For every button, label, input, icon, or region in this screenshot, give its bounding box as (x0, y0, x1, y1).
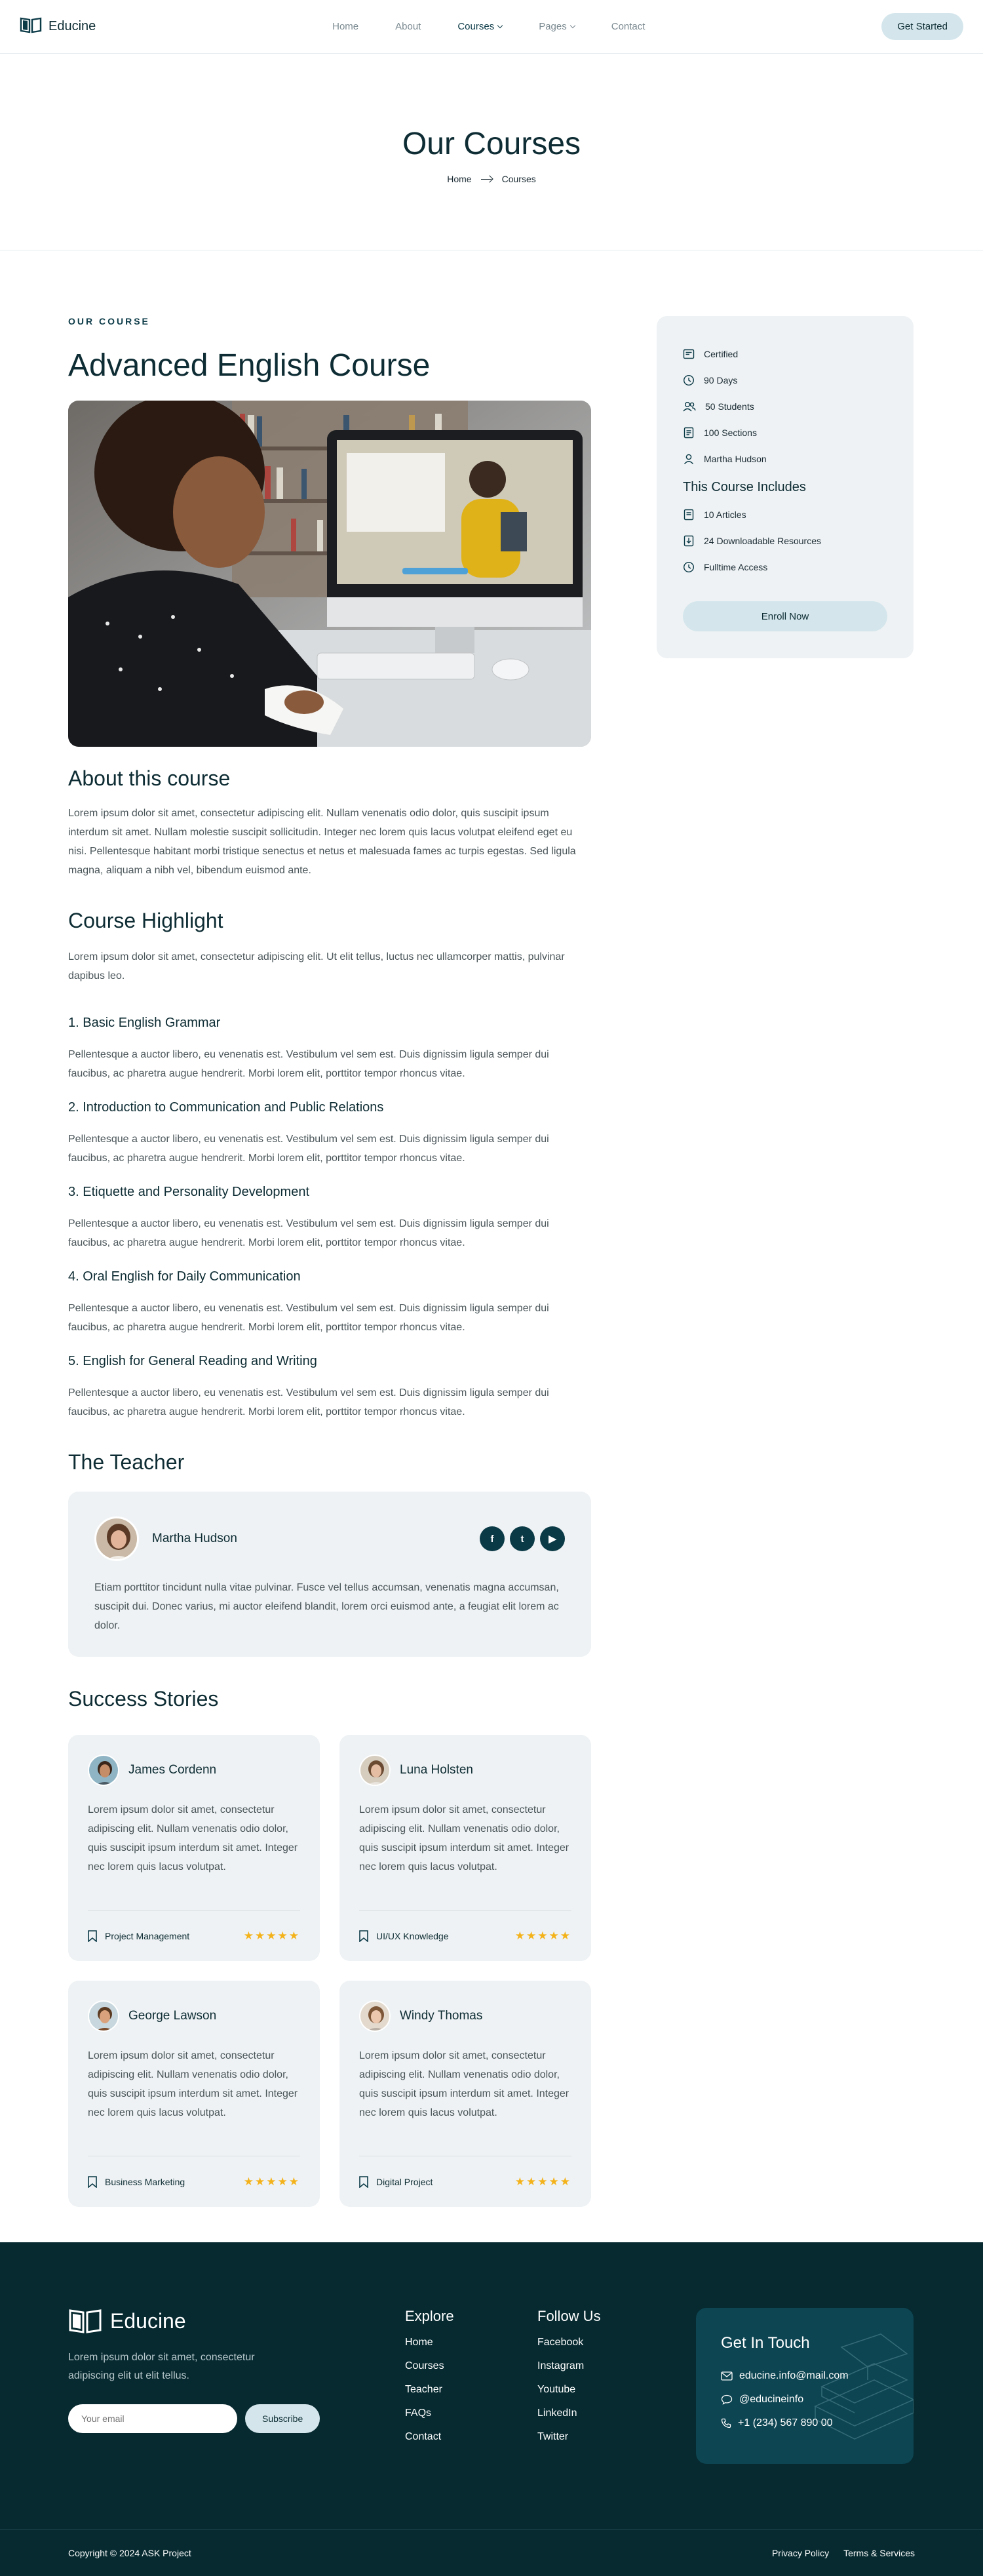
story-tag: Project Management (105, 1930, 190, 1941)
footer-link[interactable]: Twitter (537, 2431, 569, 2442)
avatar (88, 2000, 119, 2032)
include-label: Fulltime Access (704, 562, 768, 572)
teacher-name: Martha Hudson (152, 1532, 237, 1545)
page-hero (0, 54, 983, 250)
newsletter-form (68, 2404, 320, 2433)
include-label: 10 Articles (704, 509, 746, 520)
enroll-button[interactable]: Enroll Now (683, 601, 887, 631)
about-heading: About this course (68, 766, 231, 790)
clock-icon (683, 374, 695, 386)
story-text: Lorem ipsum dolor sit amet, consectetur adipiscing elit. Nullam venenatis odio dolor, quis suscipit ipsum interdum sit amet. Integer nec lorem quis lacus volutpat. (359, 2050, 569, 2118)
detail-label: 90 Days (704, 375, 738, 386)
story-tag: Digital Project (376, 2176, 433, 2187)
users-icon (683, 401, 696, 412)
include-label: 24 Downloadable Resources (704, 536, 821, 546)
footer-description: Lorem ipsum dolor sit amet, consectetur adipiscing elit ut elit tellus. (68, 2352, 255, 2381)
teacher-card (68, 1492, 591, 1657)
main-nav (314, 21, 663, 32)
rating-stars: ★★★★★ (514, 2175, 571, 2188)
footer-link[interactable]: FAQs (405, 2408, 432, 2419)
nav-contact[interactable]: Contact (611, 21, 646, 32)
user-icon (683, 453, 695, 465)
detail-students (683, 393, 887, 420)
story-card (339, 1735, 591, 1961)
footer-link[interactable]: Instagram (537, 2360, 585, 2371)
contact-email[interactable] (721, 2364, 889, 2388)
stories-grid (68, 1735, 591, 2207)
article-icon (683, 509, 695, 521)
course-title: Advanced English Course (68, 348, 431, 383)
highlight-title: 2. Introduction to Communication and Public Relations (68, 1100, 384, 1115)
story-card (68, 1981, 320, 2207)
course-content (68, 316, 591, 2207)
highlight-item (68, 1185, 591, 1252)
include-resources (683, 528, 887, 554)
contact-phone-text: +1 (234) 567 890 00 (738, 2417, 833, 2428)
contact-phone[interactable] (721, 2411, 889, 2435)
nav-home[interactable]: Home (332, 21, 359, 32)
footer-link[interactable]: Courses (405, 2360, 444, 2371)
footer-brand[interactable] (68, 2308, 186, 2334)
stories-heading: Success Stories (68, 1687, 219, 1711)
nav-pages-label: Pages (539, 21, 567, 32)
nav-about[interactable]: About (395, 21, 421, 32)
highlight-intro: Lorem ipsum dolor sit amet, consectetur adipiscing elit. Ut elit tellus, luctus nec ullamcorper mattis, pulvinar dapibus leo. (68, 951, 565, 981)
highlight-text: Pellentesque a auctor libero, eu venenatis est. Vestibulum vel sem est. Duis dignissim ligula semper dui faucibus, ac pharetra augue hendrerit. Morbi lorem elit, porttitor tempor rhoncus vitae. (68, 1049, 549, 1079)
course-main (0, 250, 983, 2242)
bookmark-icon (88, 1930, 97, 1942)
nav-courses-label: Courses (457, 21, 495, 32)
contact-title: Get In Touch (721, 2334, 810, 2352)
teacher-bio: Etiam porttitor tincidunt nulla vitae pulvinar. Fusce vel tellus accumsan, venenatis magna accumsan, suscipit dui. Donec varius, mi auctor eleifend blandit, lorem orci euismod ante, a feugiat elit lorem ac dolor. (94, 1582, 559, 1631)
book-logo-icon (68, 2308, 102, 2334)
story-name: George Lawson (128, 2009, 217, 2023)
include-articles (683, 502, 887, 528)
story-card (68, 1735, 320, 1961)
contact-email-text: educine.info@mail.com (739, 2370, 849, 2381)
breadcrumb-home[interactable]: Home (447, 174, 472, 184)
footer-link[interactable]: Contact (405, 2431, 442, 2442)
breadcrumb (447, 174, 536, 184)
book-logo-icon (20, 16, 42, 37)
youtube-icon[interactable]: ▶ (540, 1526, 565, 1551)
detail-label: Certified (704, 349, 739, 359)
bookmark-icon (88, 2176, 97, 2188)
highlight-text: Pellentesque a auctor libero, eu venenatis est. Vestibulum vel sem est. Duis dignissim ligula semper dui faucibus, ac pharetra augue hendrerit. Morbi lorem elit, porttitor tempor rhoncus vitae. (68, 1303, 549, 1333)
story-text: Lorem ipsum dolor sit amet, consectetur adipiscing elit. Nullam venenatis odio dolor, quis suscipit ipsum interdum sit amet. Integer nec lorem quis lacus volutpat. (88, 2050, 298, 2118)
breadcrumb-current: Courses (501, 174, 536, 184)
brand-name: Educine (48, 19, 96, 33)
story-tag: Business Marketing (105, 2176, 185, 2187)
twitter-icon[interactable]: t (510, 1526, 535, 1551)
contact-card (696, 2308, 914, 2464)
footer-link[interactable]: LinkedIn (537, 2408, 577, 2419)
story-name: Windy Thomas (400, 2009, 483, 2023)
about-text: Lorem ipsum dolor sit amet, consectetur adipiscing elit. Nullam venenatis odio dolor, quis suscipit ipsum interdum sit amet. Nullam molestie suscipit sollicitudin. Integer nec lorem quis lacus volutpat eleifend eget eu nisi. Pellentesque habitant morbi tristique senectus et netus et malesuada fames ac turpis egestas. Sed ligula magna, aliquam a nibh vel, bibendum euismod ante. (68, 808, 576, 876)
clock-icon (683, 561, 695, 573)
chevron-down-icon (569, 22, 575, 28)
story-tag: UI/UX Knowledge (376, 1930, 449, 1941)
highlight-title: 1. Basic English Grammar (68, 1016, 221, 1030)
detail-label: 50 Students (705, 401, 754, 412)
highlight-title: 4. Oral English for Daily Communication (68, 1269, 301, 1284)
avatar (359, 1754, 391, 1786)
download-icon (683, 535, 695, 547)
highlight-item (68, 1016, 591, 1083)
privacy-link[interactable]: Privacy Policy (771, 2548, 830, 2558)
teacher-heading: The Teacher (68, 1450, 185, 1474)
footer-link[interactable]: Youtube (537, 2384, 576, 2395)
footer-follow (537, 2308, 601, 2455)
list-icon (683, 427, 695, 439)
terms-link[interactable]: Terms & Services (843, 2548, 915, 2558)
rating-stars: ★★★★★ (514, 1929, 571, 1942)
story-text: Lorem ipsum dolor sit amet, consectetur adipiscing elit. Nullam venenatis odio dolor, quis suscipit ipsum interdum sit amet. Integer nec lorem quis lacus volutpat. (88, 1804, 298, 1873)
contact-handle-text: @educineinfo (739, 2394, 804, 2405)
rating-stars: ★★★★★ (243, 1929, 300, 1942)
highlight-item (68, 1354, 591, 1421)
story-text: Lorem ipsum dolor sit amet, consectetur adipiscing elit. Nullam venenatis odio dolor, quis suscipit ipsum interdum sit amet. Integer nec lorem quis lacus volutpat. (359, 1804, 569, 1873)
footer-link[interactable]: Teacher (405, 2384, 442, 2395)
detail-certified (683, 341, 887, 367)
include-access (683, 554, 887, 580)
highlight-text: Pellentesque a auctor libero, eu venenatis est. Vestibulum vel sem est. Duis dignissim ligula semper dui faucibus, ac pharetra augue hendrerit. Morbi lorem elit, porttitor tempor rhoncus vitae. (68, 1387, 549, 1417)
footer-brand-name: Educine (110, 2308, 186, 2333)
legal-links (772, 2548, 915, 2558)
contact-handle[interactable] (721, 2388, 889, 2411)
explore-title: Explore (405, 2308, 454, 2324)
highlight-text: Pellentesque a auctor libero, eu venenatis est. Vestibulum vel sem est. Duis dignissim ligula semper dui faucibus, ac pharetra augue hendrerit. Morbi lorem elit, porttitor tempor rhoncus vitae. (68, 1134, 549, 1164)
nav-pages[interactable] (539, 21, 575, 32)
highlight-item (68, 1100, 591, 1168)
mail-icon (721, 2371, 733, 2381)
detail-label: 100 Sections (704, 427, 757, 438)
facebook-icon[interactable]: f (480, 1526, 505, 1551)
site-header (0, 0, 983, 54)
highlight-item (68, 1269, 591, 1337)
teacher-avatar (94, 1516, 139, 1561)
section-eyebrow: OUR COURSE (68, 316, 150, 327)
subscribe-button[interactable]: Subscribe (245, 2404, 320, 2433)
page-title: Our Courses (402, 127, 581, 161)
detail-instructor (683, 446, 887, 472)
story-card (339, 1981, 591, 2207)
copyright: Copyright © 2024 ASK Project (68, 2548, 191, 2558)
get-started-button[interactable]: Get Started (881, 13, 963, 40)
avatar (88, 1754, 119, 1786)
site-footer (0, 2242, 983, 2576)
brand-logo[interactable] (20, 16, 96, 37)
bookmark-icon (359, 2176, 368, 2188)
highlight-title: 5. English for General Reading and Writing (68, 1354, 317, 1368)
phone-icon (721, 2418, 731, 2428)
includes-title: This Course Includes (683, 480, 806, 494)
arrow-right-icon (481, 176, 493, 182)
course-image (68, 401, 591, 747)
avatar (359, 2000, 391, 2032)
highlight-heading: Course Highlight (68, 909, 223, 932)
chevron-down-icon (497, 22, 503, 28)
footer-explore (405, 2308, 454, 2455)
detail-sections (683, 420, 887, 446)
email-input[interactable] (68, 2404, 237, 2433)
follow-title: Follow Us (537, 2308, 601, 2324)
footer-bottom (0, 2529, 983, 2576)
teacher-socials (480, 1526, 565, 1551)
highlight-title: 3. Etiquette and Personality Development (68, 1185, 309, 1199)
footer-link[interactable]: Facebook (537, 2337, 584, 2348)
chat-icon (721, 2394, 733, 2405)
detail-duration (683, 367, 887, 393)
rating-stars: ★★★★★ (243, 2175, 300, 2188)
highlight-list (68, 1016, 591, 1421)
nav-courses[interactable] (457, 21, 502, 32)
detail-label: Martha Hudson (704, 454, 767, 464)
footer-link[interactable]: Home (405, 2337, 433, 2348)
story-name: James Cordenn (128, 1763, 217, 1777)
course-sidebar (657, 316, 914, 658)
highlight-text: Pellentesque a auctor libero, eu venenatis est. Vestibulum vel sem est. Duis dignissim ligula semper dui faucibus, ac pharetra augue hendrerit. Morbi lorem elit, porttitor tempor rhoncus vitae. (68, 1218, 549, 1248)
story-name: Luna Holsten (400, 1763, 473, 1777)
certificate-icon (683, 348, 695, 360)
bookmark-icon (359, 1930, 368, 1942)
